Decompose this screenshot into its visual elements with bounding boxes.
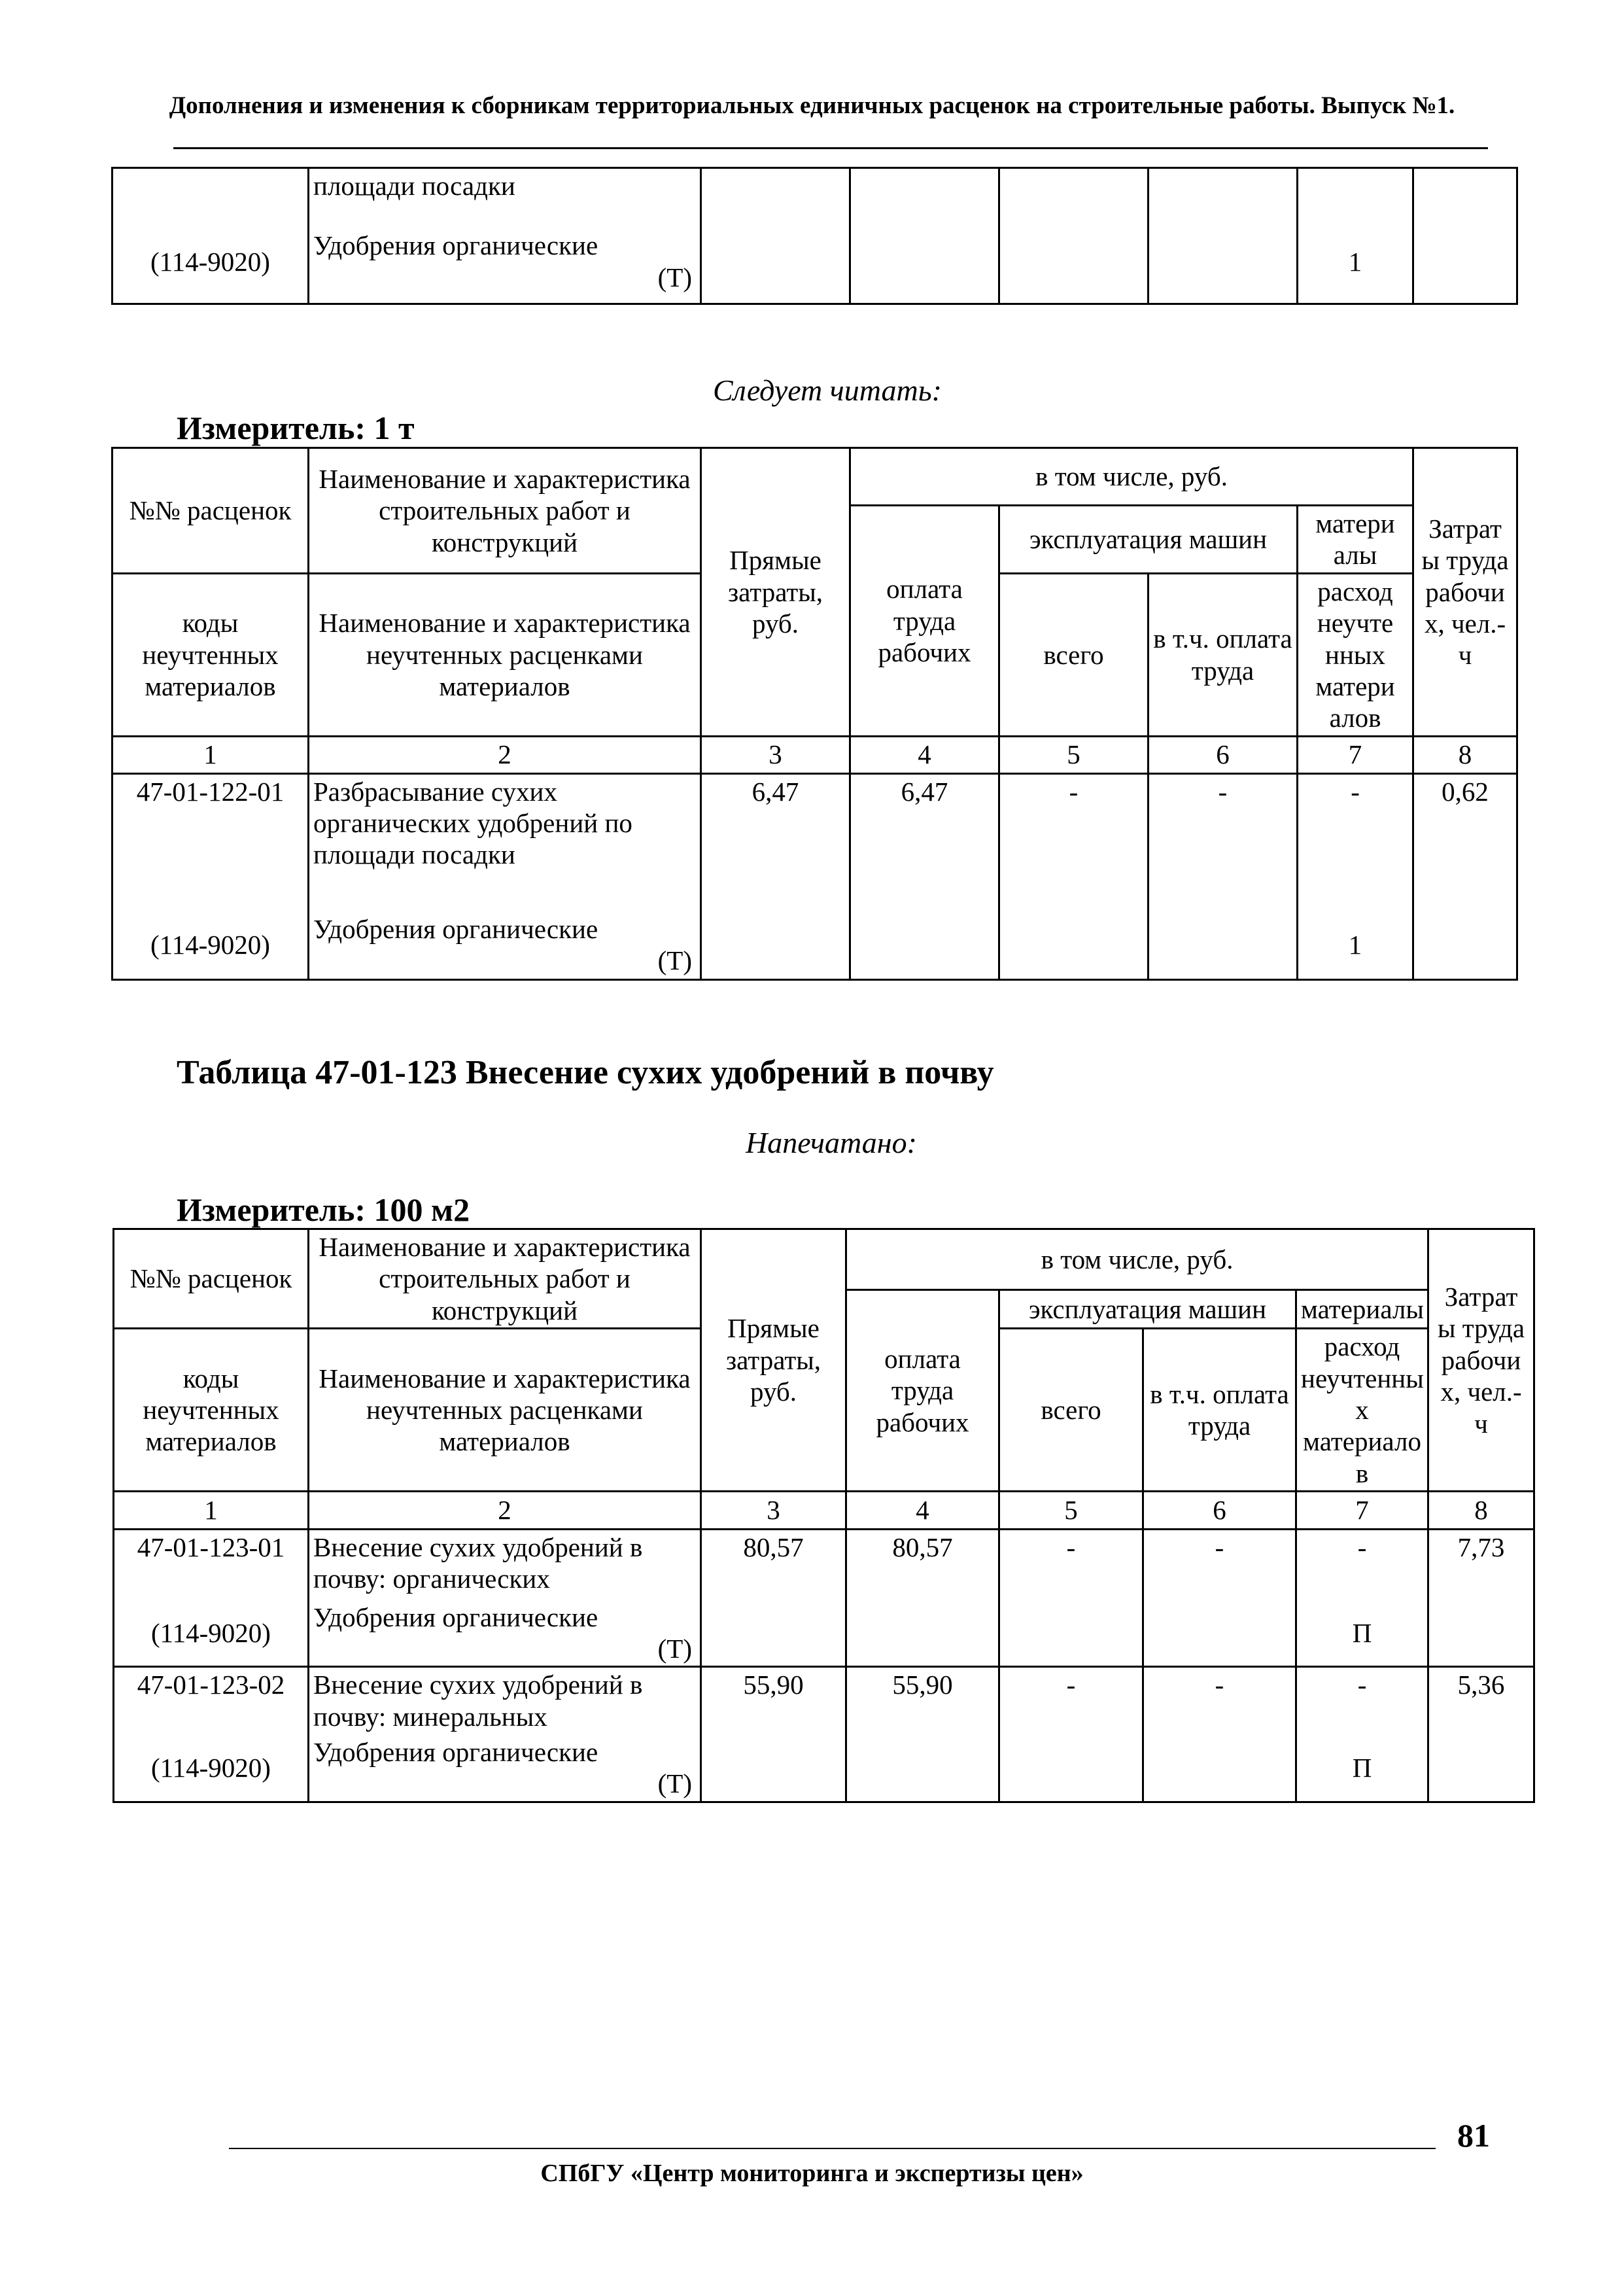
h2-col7: расход неучтенны х материало в bbox=[1296, 1329, 1428, 1492]
material-name: Удобрения органические (Т) bbox=[309, 1735, 701, 1802]
rates-table-2 bbox=[112, 1228, 1535, 1803]
h2-col2-top: Наименование и характеристика строительных работ и конструкций bbox=[309, 1229, 701, 1329]
rate-machines-labor: - bbox=[1149, 773, 1298, 911]
material-name: Удобрения органические (Т) bbox=[309, 1600, 701, 1667]
h2-col3: Прямые затраты, руб. bbox=[701, 1229, 846, 1492]
num-2: 2 bbox=[309, 736, 701, 773]
type-mark: (Т) bbox=[657, 945, 692, 975]
num-4: 4 bbox=[846, 1492, 999, 1530]
material-code: (114-9020) bbox=[114, 1600, 309, 1667]
footer-rule bbox=[229, 2148, 1436, 2149]
h1-col4: оплата труда рабочих bbox=[850, 506, 999, 737]
material-code: (114-9020) bbox=[114, 1735, 309, 1802]
num-8: 8 bbox=[1428, 1492, 1534, 1530]
h1-col5: всего bbox=[999, 573, 1149, 736]
h1-col6: в т.ч. оплата труда bbox=[1149, 573, 1298, 736]
cont-material-qty: 1 bbox=[1298, 220, 1413, 304]
rate-machines-total: - bbox=[999, 1667, 1143, 1735]
rate-materials: - bbox=[1296, 1667, 1428, 1735]
num-1: 1 bbox=[112, 736, 309, 773]
document-header: Дополнения и изменения к сборникам территориальных единичных расценок на строительные работы. Выпуск №1. bbox=[169, 92, 1455, 119]
material-qty: 1 bbox=[1298, 911, 1413, 979]
num-1: 1 bbox=[114, 1492, 309, 1530]
header-rule bbox=[173, 147, 1488, 149]
h1-incl: в том числе, руб. bbox=[850, 448, 1413, 506]
h1-machines: эксплуатация машин bbox=[999, 506, 1298, 574]
cont-code-cell bbox=[112, 168, 309, 220]
h1-col1-top: №№ расценок bbox=[112, 448, 309, 574]
rate-name: Разбрасывание сухих органических удобрений по площади посадки bbox=[309, 773, 701, 911]
h2-col8: Затрат ы труда рабочи х, чел.- ч bbox=[1428, 1229, 1534, 1492]
h2-col1-bottom: коды неучтенных материалов bbox=[114, 1329, 309, 1492]
h1-materials: матери алы bbox=[1298, 506, 1413, 574]
material-qty: П bbox=[1296, 1735, 1428, 1802]
h1-col2-top: Наименование и характеристика строительных работ и конструкций bbox=[309, 448, 701, 574]
rate-labor-pay: 6,47 bbox=[850, 773, 999, 911]
num-6: 6 bbox=[1143, 1492, 1296, 1530]
material-qty: П bbox=[1296, 1600, 1428, 1667]
h1-col1-bottom: коды неучтенных материалов bbox=[112, 573, 309, 736]
type-mark: (Т) bbox=[657, 262, 692, 292]
num-7: 7 bbox=[1298, 736, 1413, 773]
num-7: 7 bbox=[1296, 1492, 1428, 1530]
num-4: 4 bbox=[850, 736, 999, 773]
num-6: 6 bbox=[1149, 736, 1298, 773]
rate-materials: - bbox=[1296, 1530, 1428, 1600]
rate-code: 47-01-122-01 bbox=[112, 773, 309, 911]
num-5: 5 bbox=[999, 1492, 1143, 1530]
num-3: 3 bbox=[701, 1492, 846, 1530]
h1-col2-bottom: Наименование и характеристика неучтенных расценками материалов bbox=[309, 573, 701, 736]
type-mark: (Т) bbox=[657, 1768, 692, 1799]
cont-material-name: Удобрения органические (Т) bbox=[309, 220, 701, 304]
rate-machines-labor: - bbox=[1143, 1530, 1296, 1600]
h2-incl: в том числе, руб. bbox=[846, 1229, 1428, 1290]
h1-col8: Затрат ы труда рабочи х, чел.- ч bbox=[1413, 448, 1517, 737]
h2-materials: материалы bbox=[1296, 1290, 1428, 1329]
rate-code: 47-01-123-01 bbox=[114, 1530, 309, 1600]
h2-machines: эксплуатация машин bbox=[999, 1290, 1296, 1329]
rate-code: 47-01-123-02 bbox=[114, 1667, 309, 1735]
rate-labor-cost: 7,73 bbox=[1428, 1530, 1534, 1600]
section1-measure: Измеритель: 1 т bbox=[177, 410, 415, 446]
section2-label: Напечатано: bbox=[746, 1126, 917, 1159]
h1-col7: расход неучте нных матери алов bbox=[1298, 573, 1413, 736]
cont-name-cell: площади посадки bbox=[309, 168, 701, 220]
rate-labor-pay: 80,57 bbox=[846, 1530, 999, 1600]
h2-col5: всего bbox=[999, 1329, 1143, 1492]
h1-col3: Прямые затраты, руб. bbox=[701, 448, 850, 737]
num-5: 5 bbox=[999, 736, 1149, 773]
section2-measure: Измеритель: 100 м2 bbox=[177, 1191, 470, 1228]
material-code: (114-9020) bbox=[112, 911, 309, 979]
cont-material-code: (114-9020) bbox=[112, 220, 309, 304]
page-number: 81 bbox=[1457, 2117, 1490, 2154]
rate-labor-pay: 55,90 bbox=[846, 1667, 999, 1735]
rate-labor-cost: 5,36 bbox=[1428, 1667, 1534, 1735]
rate-materials: - bbox=[1298, 773, 1413, 911]
section1-label: Следует читать: bbox=[713, 374, 942, 407]
continuation-table bbox=[111, 167, 1518, 305]
rate-labor-cost: 0,62 bbox=[1413, 773, 1517, 911]
footer-org: СПбГУ «Центр мониторинга и экспертизы цен» bbox=[540, 2160, 1084, 2187]
rate-machines-labor: - bbox=[1143, 1667, 1296, 1735]
h2-col2-bottom: Наименование и характеристика неучтенных расценками материалов bbox=[309, 1329, 701, 1492]
rate-name: Внесение сухих удобрений в почву: минеральных bbox=[309, 1667, 701, 1735]
rate-direct-cost: 80,57 bbox=[701, 1530, 846, 1600]
rate-direct-cost: 55,90 bbox=[701, 1667, 846, 1735]
material-name: Удобрения органические (Т) bbox=[309, 911, 701, 979]
rate-direct-cost: 6,47 bbox=[701, 773, 850, 911]
rate-machines-total: - bbox=[999, 773, 1149, 911]
rate-machines-total: - bbox=[999, 1530, 1143, 1600]
rate-name: Внесение сухих удобрений в почву: органических bbox=[309, 1530, 701, 1600]
num-8: 8 bbox=[1413, 736, 1517, 773]
num-3: 3 bbox=[701, 736, 850, 773]
rates-table-1 bbox=[111, 447, 1518, 981]
type-mark: (Т) bbox=[657, 1633, 692, 1664]
h2-col4: оплата труда рабочих bbox=[846, 1290, 999, 1492]
h2-col1-top: №№ расценок bbox=[114, 1229, 309, 1329]
table-title: Таблица 47-01-123 Внесение сухих удобрений в почву bbox=[177, 1054, 994, 1091]
h2-col6: в т.ч. оплата труда bbox=[1143, 1329, 1296, 1492]
num-2: 2 bbox=[309, 1492, 701, 1530]
